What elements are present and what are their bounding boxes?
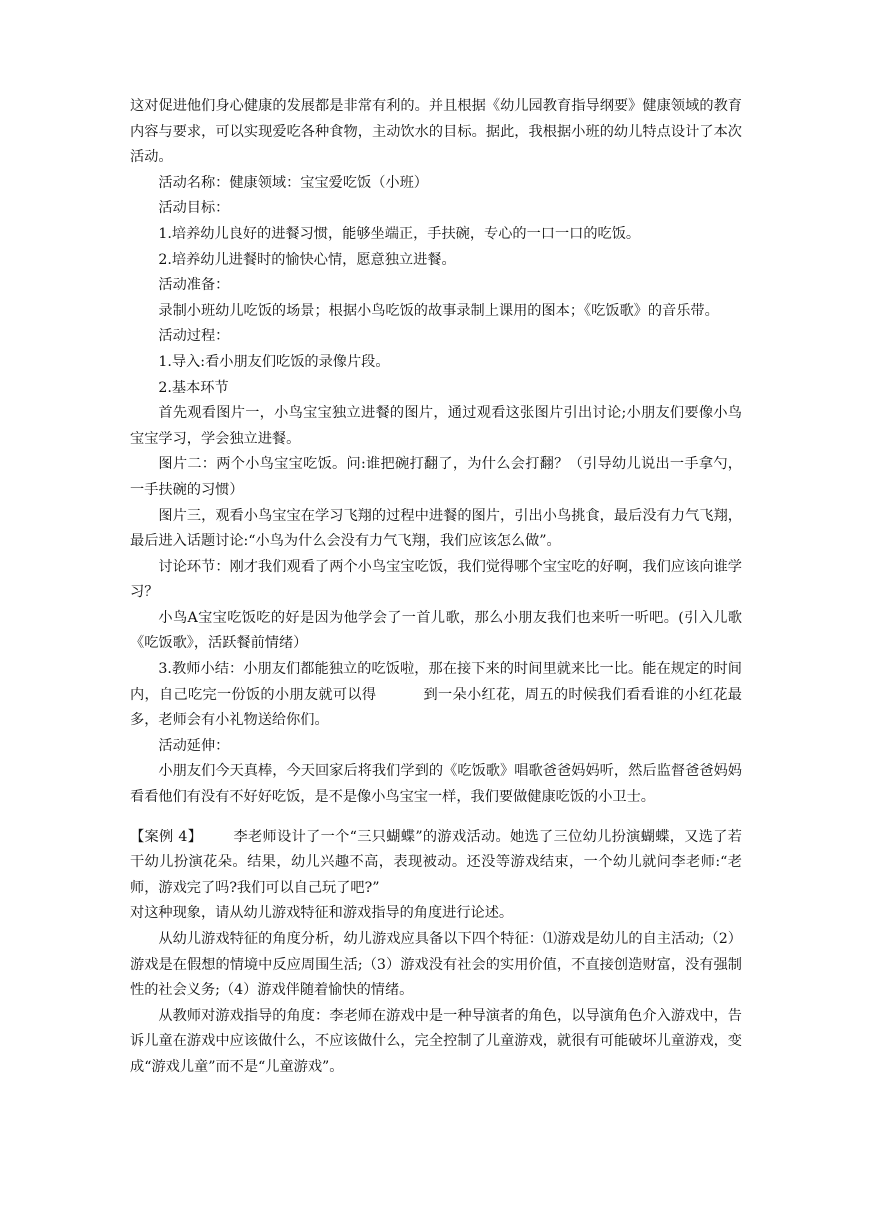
activity-process-heading: 活动过程：: [158, 328, 230, 345]
goal-item-1: 1.培养幼儿良好的进餐习惯，能够坐端正，手扶碗，专心的一口一口的吃饭。: [158, 225, 641, 242]
activity-extension-text: 小朋友们今天真棒，今天回家后将我们学到的《吃饭歌》唱歌爸爸妈妈听，然后监督爸爸妈妈看看他们有没有不好好吃饭，是不是像小鸟宝宝一样，我们要做健康吃饭的小卫士。: [130, 763, 742, 806]
process-step-2: 2.基本环节: [158, 379, 229, 396]
activity-prep-text: 录制小班幼儿吃饭的场景；根据小鸟吃饭的故事录制上课用的图本；《吃饭歌》的音乐带。: [158, 302, 719, 319]
game-features-analysis: 从幼儿游戏特征的角度分析，幼儿游戏应具备以下四个特征：⑴游戏是幼儿的自主活动;（2）游戏是在假想的情境中反应周围生活;（3）游戏没有社会的实用价值，不直接创造财富，没有强制性的社会义务;（4）游戏伴随着愉快的情绪。: [130, 931, 742, 999]
intro-paragraph: 这对促进他们身心健康的发展都是非常有利的。并且根据《幼儿园教育指导纲要》健康领域的教育内容与要求，可以实现爱吃各种食物，主动饮水的目标。据此，我根据小班的幼儿特点设计了本次活动。: [130, 98, 742, 166]
goal-item-2: 2.培养幼儿进餐时的愉快心情，愿意独立进餐。: [158, 251, 456, 268]
case-text: 李老师设计了一个“三只蝴蝶”的游戏活动。她选了三位幼儿扮演蝴蝶，又选了若干幼儿扮演花朵。结果，幼儿兴趣不高，表现被动。还没等游戏结束，一个幼儿就问李老师:“老师，游戏完了吗?我们可以自己玩了吧?”: [130, 828, 742, 896]
process-step-1: 1.导入:看小朋友们吃饭的录像片段。: [158, 353, 390, 370]
case-4-paragraph: [130, 825, 742, 902]
game-guidance-analysis: 从教师对游戏指导的角度：李老师在游戏中是一种导演者的角色，以导演角色介入游戏中，告诉儿童在游戏中应该做什么，不应该做什么，完全控制了儿童游戏，就很有可能破坏儿童游戏，变成“游戏儿童”而不是“儿童游戏”。: [130, 1007, 742, 1075]
picture-one-paragraph: 首先观看图片一，小鸟宝宝独立进餐的图片，通过观看这张图片引出讨论;小朋友们要像小鸟宝宝学习，学会独立进餐。: [130, 405, 742, 447]
activity-extension-heading: 活动延伸：: [158, 737, 230, 754]
case-label: 【案例 4】: [130, 828, 203, 845]
teacher-summary-part-2: 到一朵小红花，周五的时候我们看看谁的小红花最多，老师会有小礼物送给你们。: [130, 686, 742, 729]
activity-goals-heading: 活动目标：: [158, 200, 230, 217]
teacher-summary-paragraph: [130, 657, 742, 734]
picture-two-paragraph: 图片二：两个小鸟宝宝吃饭。问:谁把碗打翻了，为什么会打翻？（引导幼儿说出一手拿勺，一手扶碗的习惯）: [130, 456, 742, 498]
teacher-summary-part-1: 3.教师小结：小朋友们都能独立的吃饭啦，那在接下来的时间里就来比一比。能在规定的时间内，自己吃完一份饭的小朋友就可以得: [130, 661, 742, 703]
picture-three-paragraph: 图片三，观看小鸟宝宝在学习飞翔的过程中进餐的图片，引出小鸟挑食，最后没有力气飞翔，最后进入话题讨论:“小鸟为什么会没有力气飞翔，我们应该怎么做”。: [130, 507, 742, 550]
discussion-paragraph: 讨论环节：刚才我们观看了两个小鸟宝宝吃饭，我们觉得哪个宝宝吃的好啊，我们应该向谁学习？: [130, 558, 742, 601]
activity-prep-heading: 活动准备：: [158, 277, 230, 294]
document-page: [130, 94, 742, 1081]
activity-name: 活动名称：健康领域：宝宝爱吃饭（小班）: [158, 174, 428, 191]
case-question: 对这种现象，请从幼儿游戏特征和游戏指导的角度进行论述。: [130, 905, 514, 922]
song-paragraph: 小鸟A宝宝吃饭吃的好是因为他学会了一首儿歌，那么小朋友我们也来听一听吧。(引入儿歌《吃饭歌》，活跃餐前情绪）: [130, 609, 742, 652]
